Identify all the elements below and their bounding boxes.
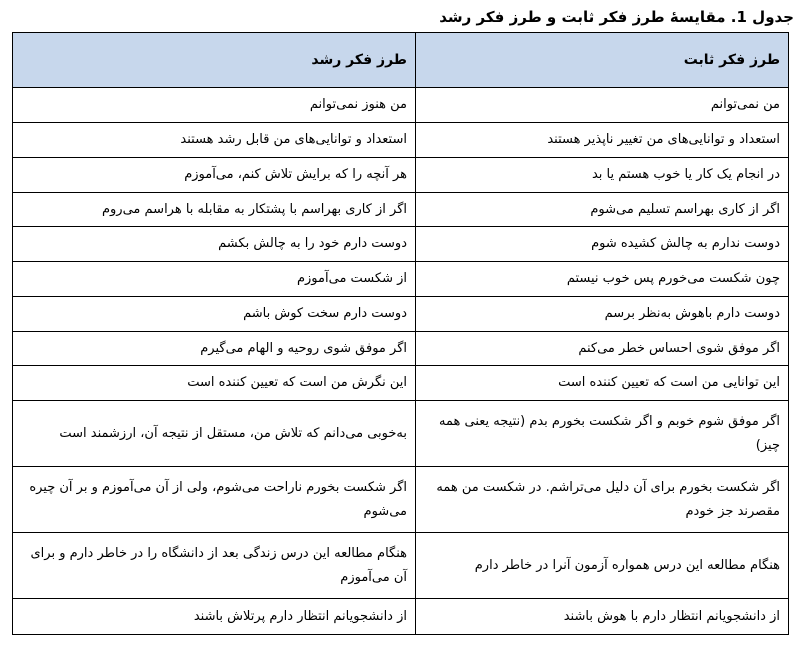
growth-mindset-cell: هر آنچه را که برایش تلاش کنم، می‌آموزم [13, 158, 416, 193]
growth-mindset-cell: از دانشجویانم انتظار دارم پرتلاش باشند [13, 599, 416, 635]
growth-mindset-cell: اگر موفق شوی روحیه و الهام می‌گیرم [13, 332, 416, 366]
fixed-mindset-cell: هنگام مطالعه این درس همواره آزمون آنرا در خاطر دارم [416, 533, 789, 599]
fixed-mindset-cell: در انجام یک کار یا خوب هستم یا بد [416, 158, 789, 193]
header-growth-mindset: طرز فکر رشد [13, 33, 416, 88]
growth-mindset-cell: اگر از کاری بهراسم با پشتکار به مقابله با هراسم می‌روم [13, 193, 416, 227]
fixed-mindset-cell: چون شکست می‌خورم پس خوب نیستم [416, 262, 789, 297]
growth-mindset-cell: دوست دارم خود را به چالش بکشم [13, 227, 416, 262]
table-row [13, 88, 789, 123]
mindset-comparison-table [12, 32, 789, 635]
fixed-mindset-cell: دوست ندارم به چالش کشیده شوم [416, 227, 789, 262]
fixed-mindset-cell: اگر موفق شوم خوبم و اگر شکست بخورم بدم (نتیجه یعنی همه چیز) [416, 401, 789, 467]
growth-mindset-cell: من هنوز نمی‌توانم [13, 88, 416, 123]
header-row [13, 33, 789, 88]
fixed-mindset-cell: اگر شکست بخورم برای آن دلیل می‌تراشم. در شکست من همه مقصرند جز خودم [416, 467, 789, 533]
fixed-mindset-cell: اگر موفق شوی احساس خطر می‌کنم [416, 332, 789, 366]
growth-mindset-cell: به‌خوبی می‌دانم که تلاش من، مستقل از نتیجه آن، ارزشمند است [13, 401, 416, 467]
table-caption: جدول 1. مقایسهٔ طرز فکر ثابت و طرز فکر رشد [439, 8, 794, 26]
fixed-mindset-cell: استعداد و توانایی‌های من تغییر ناپذیر هستند [416, 123, 789, 158]
table-row [13, 332, 789, 366]
fixed-mindset-cell: از دانشجویانم انتظار دارم با هوش باشند [416, 599, 789, 635]
table-row [13, 599, 789, 635]
table-row [13, 227, 789, 262]
fixed-mindset-cell: من نمی‌توانم [416, 88, 789, 123]
table-row [13, 401, 789, 467]
growth-mindset-cell: اگر شکست بخورم ناراحت می‌شوم، ولی از آن می‌آموزم و بر آن چیره می‌شوم [13, 467, 416, 533]
fixed-mindset-cell: اگر از کاری بهراسم تسلیم می‌شوم [416, 193, 789, 227]
table-row [13, 366, 789, 401]
fixed-mindset-cell: این توانایی من است که تعیین کننده است [416, 366, 789, 401]
fixed-mindset-cell: دوست دارم باهوش به‌نظر برسم [416, 297, 789, 332]
table-row [13, 158, 789, 193]
growth-mindset-cell: این نگرش من است که تعیین کننده است [13, 366, 416, 401]
table-row [13, 467, 789, 533]
growth-mindset-cell: استعداد و توانایی‌های من قابل رشد هستند [13, 123, 416, 158]
table-row [13, 123, 789, 158]
table-row [13, 297, 789, 332]
growth-mindset-cell: هنگام مطالعه این درس زندگی بعد از دانشگاه را در خاطر دارم و برای آن می‌آموزم [13, 533, 416, 599]
table-row [13, 533, 789, 599]
table-row [13, 262, 789, 297]
header-fixed-mindset: طرز فکر ثابت [416, 33, 789, 88]
table-row [13, 193, 789, 227]
growth-mindset-cell: دوست دارم سخت کوش باشم [13, 297, 416, 332]
growth-mindset-cell: از شکست می‌آموزم [13, 262, 416, 297]
